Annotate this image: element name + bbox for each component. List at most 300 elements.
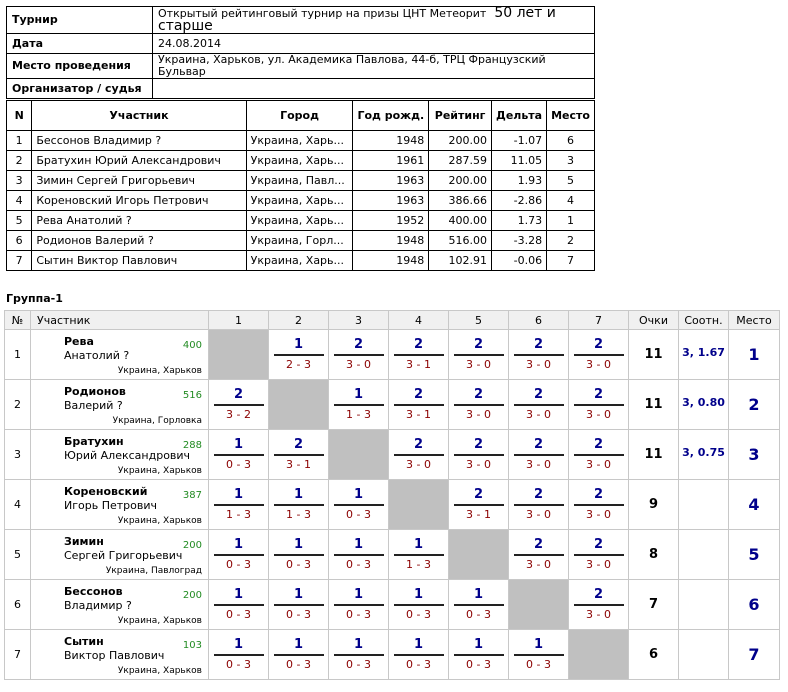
self-match-cell	[509, 580, 569, 630]
participant-number: 1	[7, 131, 32, 151]
match-points: 2	[413, 437, 424, 452]
player-surname: Братухин	[64, 435, 124, 448]
match-points: 1	[293, 587, 304, 602]
match-score: 3 - 1	[286, 458, 311, 471]
player-given-name: Юрий Александрович	[64, 449, 191, 462]
match-divider	[214, 654, 264, 656]
match-score: 1 - 3	[346, 408, 371, 421]
match-result-cell	[329, 630, 389, 680]
group-body	[5, 330, 780, 680]
match-divider	[454, 654, 504, 656]
player-place: 1	[729, 330, 780, 380]
participant-rating: 102.91	[429, 251, 492, 271]
match-points: 1	[233, 587, 244, 602]
match-score: 0 - 3	[226, 458, 251, 471]
match-divider	[514, 354, 564, 356]
match-score: 3 - 0	[586, 508, 611, 521]
participant-city: Украина, Павл...	[246, 171, 353, 191]
group-player-cell	[31, 380, 209, 430]
match-divider	[514, 654, 564, 656]
participant-rating: 400.00	[429, 211, 492, 231]
participant-place: 1	[547, 211, 595, 231]
group-row-number: 4	[5, 480, 31, 530]
match-result-cell	[449, 480, 509, 530]
group-col-opponent-4: 4	[389, 311, 449, 330]
match-result-cell	[509, 480, 569, 530]
match-divider	[514, 554, 564, 556]
group-col-no: №	[5, 311, 31, 330]
info-row-tournament	[7, 7, 595, 34]
col-header-city: Город	[246, 101, 353, 131]
player-points: 8	[629, 530, 679, 580]
match-result-cell	[269, 430, 329, 480]
tournament-age-group: 50 лет и старше	[158, 5, 556, 34]
player-given-name: Виктор Павлович	[64, 649, 165, 662]
col-header-birth-year: Год рожд.	[353, 101, 429, 131]
match-score: 1 - 3	[286, 508, 311, 521]
participant-row	[7, 151, 595, 171]
player-place: 6	[729, 580, 780, 630]
match-score: 3 - 1	[406, 408, 431, 421]
player-rating: 387	[182, 490, 202, 501]
self-match-cell	[269, 380, 329, 430]
match-result-cell	[389, 630, 449, 680]
match-score: 3 - 0	[526, 458, 551, 471]
match-points: 1	[233, 487, 244, 502]
match-score: 0 - 3	[466, 658, 491, 671]
match-score: 0 - 3	[286, 608, 311, 621]
venue-value: Украина, Харьков, ул. Академика Павлова, 44-б, ТРЦ Французский Бульвар	[153, 54, 595, 79]
match-result-cell	[269, 530, 329, 580]
match-divider	[454, 504, 504, 506]
match-divider	[574, 454, 624, 456]
group-col-player: Участник	[31, 311, 209, 330]
participant-city: Украина, Харь...	[246, 191, 353, 211]
player-points: 9	[629, 480, 679, 530]
venue-label: Место проведения	[7, 54, 153, 79]
match-result-cell	[389, 530, 449, 580]
match-result-cell	[449, 380, 509, 430]
player-ratio: 3, 1.67	[679, 330, 729, 380]
participants-table	[6, 100, 595, 271]
match-divider	[394, 454, 444, 456]
group-row-number: 5	[5, 530, 31, 580]
match-divider	[274, 504, 324, 506]
group-row	[5, 580, 780, 630]
date-value: 24.08.2014	[153, 34, 595, 54]
match-score: 0 - 3	[226, 558, 251, 571]
participant-place: 7	[547, 251, 595, 271]
match-result-cell	[449, 580, 509, 630]
match-divider	[274, 454, 324, 456]
player-place: 7	[729, 630, 780, 680]
player-rating: 288	[182, 440, 202, 451]
group-player-cell	[31, 580, 209, 630]
player-surname: Родионов	[64, 385, 126, 398]
self-match-cell	[329, 430, 389, 480]
match-score: 3 - 0	[466, 358, 491, 371]
match-points: 2	[533, 437, 544, 452]
match-score: 0 - 3	[346, 658, 371, 671]
participant-delta: -3.28	[492, 231, 547, 251]
player-given-name: Игорь Петрович	[64, 499, 157, 512]
match-score: 0 - 3	[526, 658, 551, 671]
self-match-cell	[569, 630, 629, 680]
match-divider	[274, 654, 324, 656]
match-divider	[514, 504, 564, 506]
match-divider	[334, 654, 384, 656]
match-result-cell	[269, 580, 329, 630]
match-score: 1 - 3	[226, 508, 251, 521]
player-rating: 200	[182, 590, 202, 601]
match-score: 0 - 3	[406, 658, 431, 671]
match-result-cell	[509, 380, 569, 430]
group-row	[5, 430, 780, 480]
match-score: 3 - 0	[526, 508, 551, 521]
player-ratio	[679, 580, 729, 630]
info-row-organizer	[7, 79, 595, 99]
match-result-cell	[209, 480, 269, 530]
player-city: Украина, Харьков	[117, 466, 202, 476]
group-row	[5, 380, 780, 430]
match-score: 2 - 3	[286, 358, 311, 371]
match-points: 2	[473, 437, 484, 452]
match-points: 1	[293, 337, 304, 352]
match-points: 2	[533, 387, 544, 402]
player-rating: 200	[182, 540, 202, 551]
participant-number: 4	[7, 191, 32, 211]
participant-birth-year: 1948	[353, 131, 429, 151]
match-divider	[214, 554, 264, 556]
match-result-cell	[329, 530, 389, 580]
match-points: 1	[293, 637, 304, 652]
match-score: 0 - 3	[286, 558, 311, 571]
match-divider	[274, 554, 324, 556]
participant-rating: 200.00	[429, 171, 492, 191]
match-points: 2	[473, 337, 484, 352]
match-score: 3 - 0	[526, 558, 551, 571]
match-divider	[574, 404, 624, 406]
match-points: 1	[473, 637, 484, 652]
participant-name: Рева Анатолий ?	[32, 211, 246, 231]
match-score: 0 - 3	[226, 658, 251, 671]
match-divider	[334, 404, 384, 406]
match-points: 2	[593, 587, 604, 602]
match-score: 3 - 1	[406, 358, 431, 371]
match-score: 3 - 0	[586, 608, 611, 621]
group-row-number: 1	[5, 330, 31, 380]
match-result-cell	[389, 430, 449, 480]
group-player-cell	[31, 330, 209, 380]
match-result-cell	[449, 430, 509, 480]
match-points: 2	[293, 437, 304, 452]
player-ratio: 3, 0.80	[679, 380, 729, 430]
player-points: 11	[629, 380, 679, 430]
participant-delta: -1.07	[492, 131, 547, 151]
match-result-cell	[209, 630, 269, 680]
match-points: 2	[593, 437, 604, 452]
group-row-number: 7	[5, 630, 31, 680]
participant-city: Украина, Харь...	[246, 251, 353, 271]
match-result-cell	[569, 380, 629, 430]
participants-body	[7, 131, 595, 271]
player-city: Украина, Павлоград	[105, 566, 202, 576]
participant-birth-year: 1952	[353, 211, 429, 231]
participant-number: 2	[7, 151, 32, 171]
match-divider	[334, 354, 384, 356]
group-row	[5, 480, 780, 530]
match-result-cell	[509, 430, 569, 480]
group-row-number: 3	[5, 430, 31, 480]
participant-birth-year: 1963	[353, 191, 429, 211]
group-player-cell	[31, 530, 209, 580]
player-given-name: Валерий ?	[64, 399, 123, 412]
group-player-cell	[31, 630, 209, 680]
match-points: 1	[353, 487, 364, 502]
player-ratio: 3, 0.75	[679, 430, 729, 480]
participant-number: 7	[7, 251, 32, 271]
match-points: 2	[533, 537, 544, 552]
match-divider	[334, 604, 384, 606]
match-divider	[214, 454, 264, 456]
match-result-cell	[569, 580, 629, 630]
match-score: 0 - 3	[466, 608, 491, 621]
group-header-row	[5, 311, 780, 330]
match-result-cell	[389, 380, 449, 430]
match-divider	[574, 354, 624, 356]
match-score: 3 - 0	[586, 558, 611, 571]
match-score: 3 - 0	[466, 458, 491, 471]
participant-rating: 200.00	[429, 131, 492, 151]
participant-row	[7, 211, 595, 231]
match-result-cell	[449, 330, 509, 380]
match-divider	[574, 554, 624, 556]
match-points: 2	[413, 387, 424, 402]
player-surname: Бессонов	[64, 585, 123, 598]
tournament-value: Открытый рейтинговый турнир на призы ЦНТ Метеорит	[158, 7, 487, 20]
match-result-cell	[389, 580, 449, 630]
match-result-cell	[389, 330, 449, 380]
match-score: 0 - 3	[346, 608, 371, 621]
match-points: 1	[233, 437, 244, 452]
match-result-cell	[329, 580, 389, 630]
match-score: 0 - 3	[346, 558, 371, 571]
match-score: 3 - 0	[586, 408, 611, 421]
match-result-cell	[569, 530, 629, 580]
match-points: 1	[353, 637, 364, 652]
match-divider	[334, 554, 384, 556]
match-points: 2	[593, 537, 604, 552]
col-header-place: Место	[547, 101, 595, 131]
tournament-value-cell	[153, 7, 595, 34]
match-divider	[394, 604, 444, 606]
match-points: 1	[413, 537, 424, 552]
col-header-delta: Дельта	[492, 101, 547, 131]
match-divider	[394, 404, 444, 406]
match-result-cell	[449, 630, 509, 680]
match-result-cell	[209, 430, 269, 480]
match-points: 1	[293, 487, 304, 502]
date-label: Дата	[7, 34, 153, 54]
match-divider	[274, 354, 324, 356]
group-col-points: Очки	[629, 311, 679, 330]
match-divider	[274, 604, 324, 606]
participant-row	[7, 231, 595, 251]
player-city: Украина, Харьков	[117, 366, 202, 376]
participant-birth-year: 1948	[353, 231, 429, 251]
match-result-cell	[509, 330, 569, 380]
match-points: 1	[233, 537, 244, 552]
participant-place: 2	[547, 231, 595, 251]
participant-name: Сытин Виктор Павлович	[32, 251, 246, 271]
match-divider	[214, 604, 264, 606]
match-divider	[394, 354, 444, 356]
participant-city: Украина, Харь...	[246, 151, 353, 171]
match-divider	[214, 404, 264, 406]
player-place: 3	[729, 430, 780, 480]
match-points: 1	[233, 637, 244, 652]
player-ratio	[679, 480, 729, 530]
participant-name: Зимин Сергей Григорьевич	[32, 171, 246, 191]
participant-delta: 1.93	[492, 171, 547, 191]
match-points: 1	[353, 587, 364, 602]
match-result-cell	[269, 480, 329, 530]
match-points: 2	[593, 487, 604, 502]
group-row	[5, 530, 780, 580]
tournament-label: Турнир	[7, 7, 153, 34]
player-city: Украина, Харьков	[117, 616, 202, 626]
participant-number: 5	[7, 211, 32, 231]
player-given-name: Владимир ?	[64, 599, 132, 612]
participant-city: Украина, Харь...	[246, 131, 353, 151]
match-points: 1	[293, 537, 304, 552]
participant-rating: 516.00	[429, 231, 492, 251]
match-score: 3 - 0	[346, 358, 371, 371]
group-col-ratio: Соотн.	[679, 311, 729, 330]
match-points: 2	[533, 337, 544, 352]
self-match-cell	[449, 530, 509, 580]
match-divider	[454, 404, 504, 406]
col-header-participant: Участник	[32, 101, 246, 131]
participant-row	[7, 171, 595, 191]
player-rating: 516	[182, 390, 202, 401]
match-divider	[574, 504, 624, 506]
participant-name: Бессонов Владимир ?	[32, 131, 246, 151]
match-divider	[334, 504, 384, 506]
group-col-opponent-6: 6	[509, 311, 569, 330]
participant-birth-year: 1963	[353, 171, 429, 191]
participant-city: Украина, Горл...	[246, 231, 353, 251]
match-result-cell	[329, 480, 389, 530]
match-points: 2	[473, 487, 484, 502]
info-row-venue	[7, 54, 595, 79]
match-divider	[574, 604, 624, 606]
player-place: 4	[729, 480, 780, 530]
participant-rating: 287.59	[429, 151, 492, 171]
match-result-cell	[569, 430, 629, 480]
match-score: 3 - 0	[586, 358, 611, 371]
player-surname: Сытин	[64, 635, 104, 648]
player-city: Украина, Горловка	[112, 416, 202, 426]
participant-delta: 11.05	[492, 151, 547, 171]
self-match-cell	[209, 330, 269, 380]
match-points: 1	[413, 587, 424, 602]
participant-number: 3	[7, 171, 32, 191]
group-col-opponent-2: 2	[269, 311, 329, 330]
match-points: 1	[353, 537, 364, 552]
group-title: Группа-1	[6, 292, 63, 305]
match-points: 2	[593, 337, 604, 352]
group-row	[5, 630, 780, 680]
match-result-cell	[569, 330, 629, 380]
player-points: 11	[629, 330, 679, 380]
match-result-cell	[329, 330, 389, 380]
match-points: 1	[413, 637, 424, 652]
participant-place: 4	[547, 191, 595, 211]
match-score: 1 - 3	[406, 558, 431, 571]
match-score: 0 - 3	[226, 608, 251, 621]
match-divider	[454, 454, 504, 456]
match-score: 3 - 0	[586, 458, 611, 471]
participant-delta: -0.06	[492, 251, 547, 271]
match-points: 2	[593, 387, 604, 402]
match-divider	[394, 654, 444, 656]
match-points: 2	[413, 337, 424, 352]
participant-row	[7, 131, 595, 151]
player-points: 7	[629, 580, 679, 630]
match-result-cell	[209, 380, 269, 430]
match-score: 0 - 3	[286, 658, 311, 671]
participant-birth-year: 1948	[353, 251, 429, 271]
organizer-label: Организатор / судья	[7, 79, 153, 99]
match-divider	[454, 604, 504, 606]
match-score: 3 - 0	[526, 408, 551, 421]
match-divider	[454, 354, 504, 356]
match-score: 3 - 0	[406, 458, 431, 471]
participant-city: Украина, Харь...	[246, 211, 353, 231]
match-score: 3 - 1	[466, 508, 491, 521]
player-given-name: Анатолий ?	[64, 349, 130, 362]
group-col-opponent-1: 1	[209, 311, 269, 330]
player-surname: Зимин	[64, 535, 104, 548]
participant-place: 3	[547, 151, 595, 171]
group-col-opponent-5: 5	[449, 311, 509, 330]
participant-birth-year: 1961	[353, 151, 429, 171]
tournament-info-table	[6, 6, 595, 99]
group-row-number: 6	[5, 580, 31, 630]
player-given-name: Сергей Григорьевич	[64, 549, 183, 562]
group-col-opponent-7: 7	[569, 311, 629, 330]
match-divider	[394, 554, 444, 556]
match-score: 3 - 0	[466, 408, 491, 421]
participants-header-row	[7, 101, 595, 131]
match-points: 1	[473, 587, 484, 602]
match-divider	[514, 404, 564, 406]
player-place: 5	[729, 530, 780, 580]
participant-delta: 1.73	[492, 211, 547, 231]
participant-number: 6	[7, 231, 32, 251]
match-result-cell	[269, 330, 329, 380]
participant-name: Кореновский Игорь Петрович	[32, 191, 246, 211]
match-points: 2	[473, 387, 484, 402]
match-divider	[514, 454, 564, 456]
participant-rating: 386.66	[429, 191, 492, 211]
organizer-value	[153, 79, 595, 99]
group-row	[5, 330, 780, 380]
match-result-cell	[569, 480, 629, 530]
participant-delta: -2.86	[492, 191, 547, 211]
player-rating: 103	[182, 640, 202, 651]
